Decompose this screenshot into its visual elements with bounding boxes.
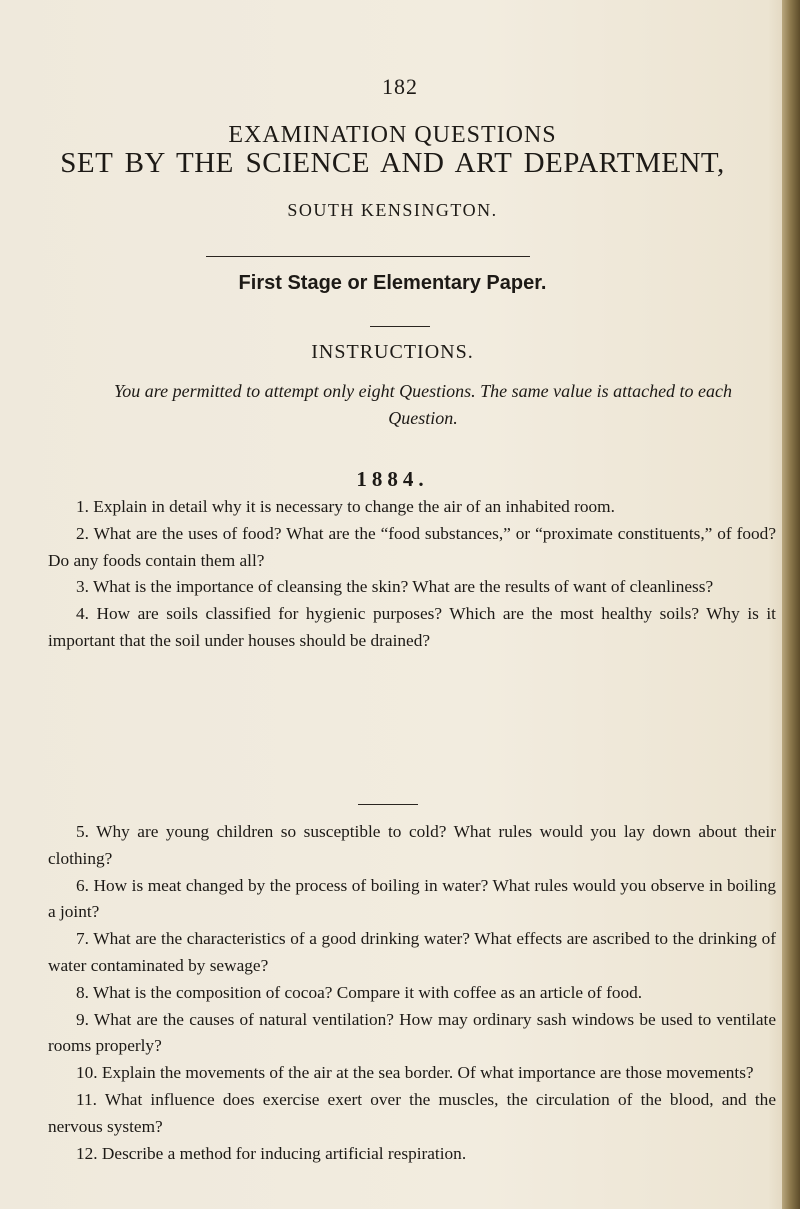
divider-rule <box>370 326 430 327</box>
instructions-heading: INSTRUCTIONS. <box>311 341 474 363</box>
header-line-location: SOUTH KENSINGTON. <box>287 200 498 220</box>
question-item: 11. What influence does exercise exert over the muscles, the circulation of the blood, and the nervous system? <box>48 1089 776 1136</box>
question-item: 2. What are the uses of food? What are the “food substances,” or “proximate constituents,” of food? Do any foods contain them all? <box>48 523 776 570</box>
question-item: 6. How is meat changed by the process of boiling in water? What rules would you observe in boiling a joint? <box>48 875 776 922</box>
question-item: 8. What is the composition of cocoa? Compare it with coffee as an article of food. <box>76 982 643 1002</box>
question-item: 1. Explain in detail why it is necessary to change the air of an inhabited room. <box>76 497 615 516</box>
question-item: 10. Explain the movements of the air at the sea border. Of what importance are those movements? <box>76 1063 754 1083</box>
instructions-text: You are permitted to attempt only eight Questions. The same value is attached to each Question. <box>113 381 733 428</box>
question-item: 12. Describe a method for inducing artificial respiration. <box>76 1143 467 1163</box>
question-item: 5. Why are young children so susceptible to cold? What rules would you lay down about their clothing? <box>48 822 776 868</box>
divider-rule <box>358 804 418 805</box>
header-line-department: SET BY THE SCIENCE AND ART DEPARTMENT, <box>60 147 725 179</box>
page-binding-edge <box>782 0 800 1209</box>
question-item: 4. How are soils classified for hygienic purposes? Which are the most healthy soils? Why is it important that the soil under houses should be drained? <box>48 604 776 650</box>
paper-title: First Stage or Elementary Paper. <box>238 272 547 294</box>
question-item: 3. What is the importance of cleansing the skin? What are the results of want of cleanliness? <box>76 577 714 597</box>
question-item: 9. What are the causes of natural ventilation? How may ordinary sash windows be used to ventilate rooms properly? <box>48 1009 776 1056</box>
question-item: 7. What are the characteristics of a good drinking water? What effects are ascribed to the drinking of water contaminated by sewage? <box>48 929 776 975</box>
header-line-examination-questions: EXAMINATION QUESTIONS <box>228 122 557 148</box>
question-list-part-1 <box>48 494 776 655</box>
question-list-part-2 <box>48 819 776 1167</box>
exam-year: 1884. <box>356 467 429 491</box>
divider-rule <box>206 256 530 257</box>
page-number: 182 <box>382 74 418 99</box>
